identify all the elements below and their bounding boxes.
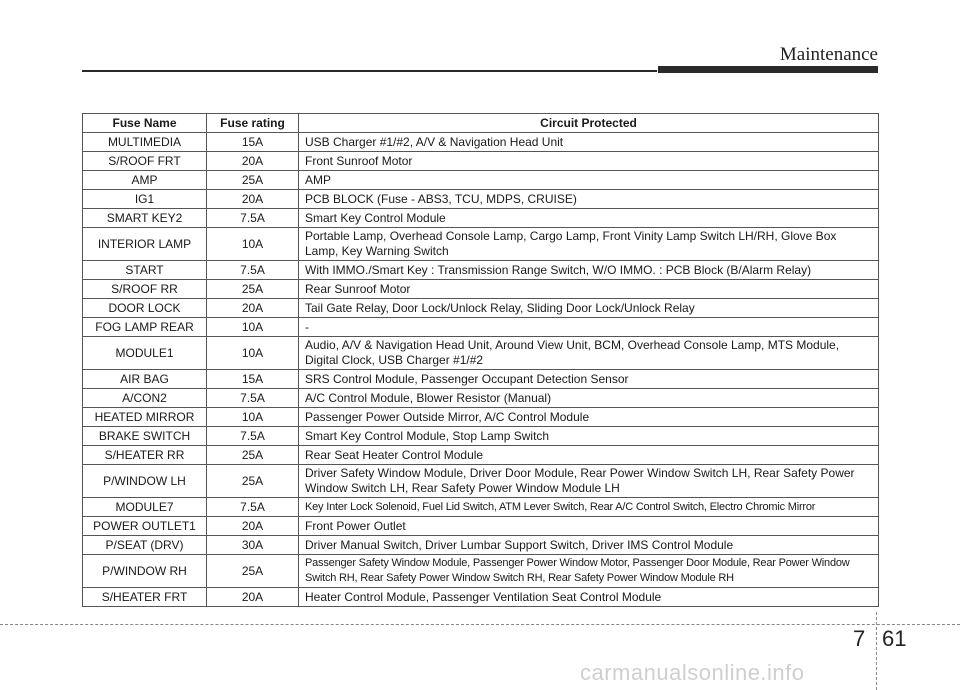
table-row	[83, 389, 879, 408]
section-title: Maintenance	[779, 44, 878, 65]
circuit-cell: Front Power Outlet	[299, 517, 879, 536]
table-row	[83, 498, 879, 517]
circuit-cell: Key Inter Lock Solenoid, Fuel Lid Switch, ATM Lever Switch, Rear A/C Control Switch, Electro Chromic Mirror	[299, 498, 879, 517]
circuit-cell: SRS Control Module, Passenger Occupant Detection Sensor	[299, 370, 879, 389]
fuse-rating-cell: 15A	[207, 370, 299, 389]
header-rule	[82, 70, 657, 72]
fuse-rating-cell: 10A	[207, 408, 299, 427]
fuse-name-cell: MODULE7	[83, 498, 207, 517]
footer-rule	[0, 624, 960, 625]
circuit-cell: Front Sunroof Motor	[299, 152, 879, 171]
table-row	[83, 536, 879, 555]
fuse-name-cell: S/ROOF FRT	[83, 152, 207, 171]
column-header-fuse-rating: Fuse rating	[207, 114, 299, 133]
table-row	[83, 133, 879, 152]
fuse-name-cell: DOOR LOCK	[83, 299, 207, 318]
fuse-name-cell: P/WINDOW LH	[83, 465, 207, 498]
fuse-name-cell: A/CON2	[83, 389, 207, 408]
table-row	[83, 261, 879, 280]
circuit-cell: -	[299, 318, 879, 337]
fuse-rating-cell: 25A	[207, 465, 299, 498]
fuse-name-cell: S/HEATER FRT	[83, 588, 207, 607]
circuit-cell: Driver Safety Window Module, Driver Door Module, Rear Power Window Switch LH, Rear Safety Power Window Switch LH, Rear Safety Power Window Module LH	[299, 465, 879, 498]
fuse-rating-cell: 20A	[207, 152, 299, 171]
circuit-cell: Rear Seat Heater Control Module	[299, 446, 879, 465]
fuse-name-cell: MODULE1	[83, 337, 207, 370]
fuse-rating-cell: 25A	[207, 171, 299, 190]
fuse-name-cell: HEATED MIRROR	[83, 408, 207, 427]
table-row	[83, 280, 879, 299]
fuse-rating-cell: 20A	[207, 190, 299, 209]
circuit-cell: Smart Key Control Module	[299, 209, 879, 228]
table-row	[83, 517, 879, 536]
circuit-cell: PCB BLOCK (Fuse - ABS3, TCU, MDPS, CRUISE)	[299, 190, 879, 209]
fuse-name-cell: POWER OUTLET1	[83, 517, 207, 536]
table-row	[83, 209, 879, 228]
fuse-name-cell: P/SEAT (DRV)	[83, 536, 207, 555]
fuse-rating-cell: 10A	[207, 318, 299, 337]
circuit-cell: Passenger Safety Window Module, Passenger Power Window Motor, Passenger Door Module, Rear Power Window Switch RH, Rear Safety Power Window Switch RH, Rear Safety Power Window Module RH	[299, 555, 879, 588]
circuit-cell: Smart Key Control Module, Stop Lamp Switch	[299, 427, 879, 446]
table-row	[83, 171, 879, 190]
column-header-fuse-name: Fuse Name	[83, 114, 207, 133]
circuit-cell: Portable Lamp, Overhead Console Lamp, Cargo Lamp, Front Vinity Lamp Switch LH/RH, Glove Box Lamp, Key Warning Switch	[299, 228, 879, 261]
table-row	[83, 318, 879, 337]
table-header-row	[83, 114, 879, 133]
fuse-rating-cell: 20A	[207, 517, 299, 536]
fuse-name-cell: S/ROOF RR	[83, 280, 207, 299]
fuse-table	[82, 113, 879, 607]
circuit-cell: USB Charger #1/#2, A/V & Navigation Head Unit	[299, 133, 879, 152]
fuse-rating-cell: 15A	[207, 133, 299, 152]
circuit-cell: Tail Gate Relay, Door Lock/Unlock Relay, Sliding Door Lock/Unlock Relay	[299, 299, 879, 318]
table-row	[83, 152, 879, 171]
fuse-rating-cell: 10A	[207, 337, 299, 370]
table-row	[83, 299, 879, 318]
table-row	[83, 465, 879, 498]
circuit-cell: Passenger Power Outside Mirror, A/C Control Module	[299, 408, 879, 427]
table-row	[83, 555, 879, 588]
table-row	[83, 370, 879, 389]
table-row	[83, 190, 879, 209]
circuit-cell: Heater Control Module, Passenger Ventilation Seat Control Module	[299, 588, 879, 607]
fuse-name-cell: S/HEATER RR	[83, 446, 207, 465]
chapter-number: 7	[853, 626, 866, 651]
fuse-rating-cell: 20A	[207, 588, 299, 607]
fuse-rating-cell: 25A	[207, 555, 299, 588]
fuse-rating-cell: 20A	[207, 299, 299, 318]
fuse-name-cell: MULTIMEDIA	[83, 133, 207, 152]
fuse-rating-cell: 25A	[207, 446, 299, 465]
fuse-rating-cell: 10A	[207, 228, 299, 261]
fuse-rating-cell: 7.5A	[207, 261, 299, 280]
header-bar	[658, 66, 878, 73]
table-row	[83, 408, 879, 427]
fuse-rating-cell: 7.5A	[207, 498, 299, 517]
circuit-cell: Driver Manual Switch, Driver Lumbar Support Switch, Driver IMS Control Module	[299, 536, 879, 555]
fuse-rating-cell: 7.5A	[207, 209, 299, 228]
table-row	[83, 446, 879, 465]
circuit-cell: Audio, A/V & Navigation Head Unit, Around View Unit, BCM, Overhead Console Lamp, MTS Module, Digital Clock, USB Charger #1/#2	[299, 337, 879, 370]
fuse-rating-cell: 7.5A	[207, 427, 299, 446]
circuit-cell: With IMMO./Smart Key : Transmission Range Switch, W/O IMMO. : PCB Block (B/Alarm Relay)	[299, 261, 879, 280]
fuse-rating-cell: 7.5A	[207, 389, 299, 408]
table-row	[83, 427, 879, 446]
fuse-name-cell: BRAKE SWITCH	[83, 427, 207, 446]
circuit-cell: A/C Control Module, Blower Resistor (Manual)	[299, 389, 879, 408]
table-row	[83, 337, 879, 370]
fuse-name-cell: INTERIOR LAMP	[83, 228, 207, 261]
fuse-table-body	[83, 133, 879, 607]
fuse-name-cell: START	[83, 261, 207, 280]
table-row	[83, 228, 879, 261]
watermark: carmanualsonline.info	[580, 660, 805, 685]
table-row	[83, 588, 879, 607]
fuse-rating-cell: 25A	[207, 280, 299, 299]
fuse-name-cell: FOG LAMP REAR	[83, 318, 207, 337]
fuse-name-cell: IG1	[83, 190, 207, 209]
fuse-name-cell: AIR BAG	[83, 370, 207, 389]
fuse-name-cell: SMART KEY2	[83, 209, 207, 228]
fuse-name-cell: P/WINDOW RH	[83, 555, 207, 588]
fuse-name-cell: AMP	[83, 171, 207, 190]
circuit-cell: Rear Sunroof Motor	[299, 280, 879, 299]
footer-divider	[876, 612, 877, 690]
page-number: 61	[882, 626, 907, 651]
fuse-rating-cell: 30A	[207, 536, 299, 555]
column-header-circuit: Circuit Protected	[299, 114, 879, 133]
circuit-cell: AMP	[299, 171, 879, 190]
